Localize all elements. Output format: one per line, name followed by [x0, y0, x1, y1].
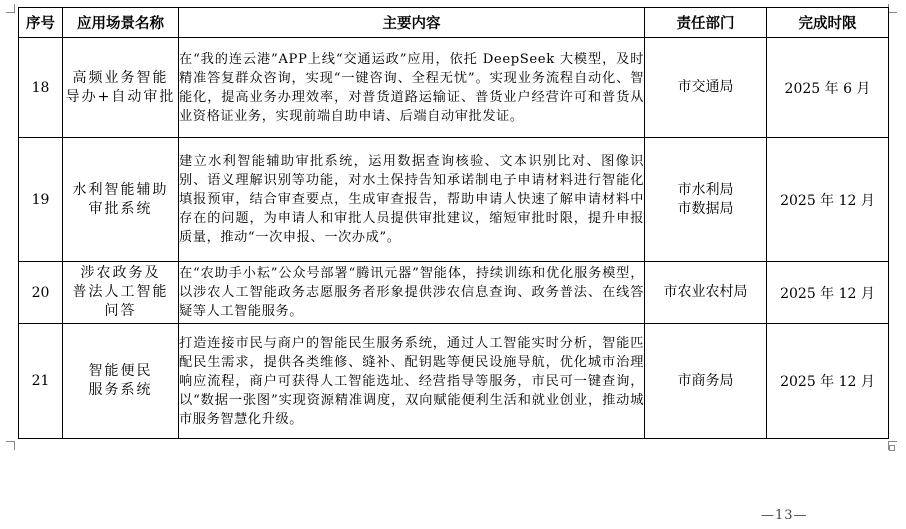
dept-line: 市农业农村局: [663, 284, 748, 300]
table-row: [19, 38, 889, 138]
scenario-name: [63, 324, 179, 439]
header-deadline: 完成时限: [767, 8, 889, 38]
scenario-name: [63, 138, 179, 262]
scenario-name-line: 水利智能辅助: [72, 181, 169, 198]
scenario-name: [63, 38, 179, 138]
scenario-name-line: 普法人工智能: [72, 284, 169, 300]
dept-line: 市水利局: [677, 181, 734, 198]
row-number: 21: [19, 324, 63, 439]
table-row: [19, 138, 889, 262]
table-row: [19, 262, 889, 324]
scenario-name-line: 智能便民: [88, 363, 153, 379]
responsible-dept: [645, 38, 767, 138]
deadline: 2025 年 12 月: [767, 262, 889, 324]
scenario-name-line: 服务系统: [88, 382, 153, 398]
deadline: 2025 年 12 月: [767, 138, 889, 262]
main-content: 建立水利智能辅助审批系统，运用数据查询核验、文本识别比对、图像识别、语义理解识别等功能，对水土保持告知承诺制电子申请材料进行智能化填报预审，结合审查要点，生成审查报告，帮助申请人快速了解申请材料中存在的问题，为申请人和审批人员提供审批建议，缩短审批时限，提升申报质量，推动“一次申报、一次办成”。: [179, 138, 645, 262]
scenario-name: [63, 262, 179, 324]
main-content: 在“农助手小耘”公众号部署“腾讯元器”智能体，持续训练和优化服务模型，以涉农人工智能政务志愿服务者形象提供涉农信息查询、政务普法、在线答疑等人工智能服务。: [179, 262, 645, 324]
responsible-dept: [645, 324, 767, 439]
dept-line: 市交通局: [677, 79, 734, 95]
crop-mark-top-left: [6, 4, 15, 13]
responsible-dept: [645, 262, 767, 324]
application-scenarios-table: [18, 7, 889, 439]
scenario-name-line: 审批系统: [88, 200, 153, 217]
scenario-name-line: 高频业务智能: [72, 69, 169, 86]
crop-mark-bottom-left: [6, 441, 15, 450]
table-row: [19, 324, 889, 439]
row-number: 18: [19, 38, 63, 138]
row-number: 19: [19, 138, 63, 262]
header-scenario-name: 应用场景名称: [63, 8, 179, 38]
scenario-name-line: 导办+自动审批: [65, 88, 176, 105]
header-responsible-dept: 责任部门: [645, 8, 767, 38]
main-content: 打造连接市民与商户的智能民生服务系统，通过人工智能实时分析，智能匹配民生需求，提供各类维修、缝补、配钥匙等便民设施导航，优化城市治理响应流程，商户可获得人工智能选址、经营指导等服务，市民可一键查询，以“数据一张图”实现资源精准调度，双向赋能便利生活和就业创业，推动城市服务智慧化升级。: [179, 324, 645, 439]
deadline: 2025 年 12 月: [767, 324, 889, 439]
scenario-name-line: 涉农政务及: [80, 265, 161, 281]
responsible-dept: [645, 138, 767, 262]
dept-line: 市商务局: [677, 372, 734, 389]
dept-line: 市数据局: [677, 200, 734, 217]
header-number: 序号: [19, 8, 63, 38]
table-header-row: [19, 8, 889, 38]
main-content: 在“我的连云港”APP上线“交通运政”应用，依托 DeepSeek 大模型，及时精准答复群众咨询，实现“一键咨询、全程无忧”。实现业务流程自动化、智能化，提高业务办理效率，对普货道路运输证、普货业户经营许可和普货从业资格证业务，实现前端自助申请、后端自动审批发证。: [179, 38, 645, 138]
header-main-content: 主要内容: [179, 8, 645, 38]
page-number: —13—: [761, 508, 808, 523]
deadline: 2025 年 6 月: [767, 38, 889, 138]
paragraph-mark: [889, 445, 895, 451]
scenario-name-line: 问答: [104, 303, 137, 319]
crop-mark-top-right: [888, 4, 897, 13]
row-number: 20: [19, 262, 63, 324]
